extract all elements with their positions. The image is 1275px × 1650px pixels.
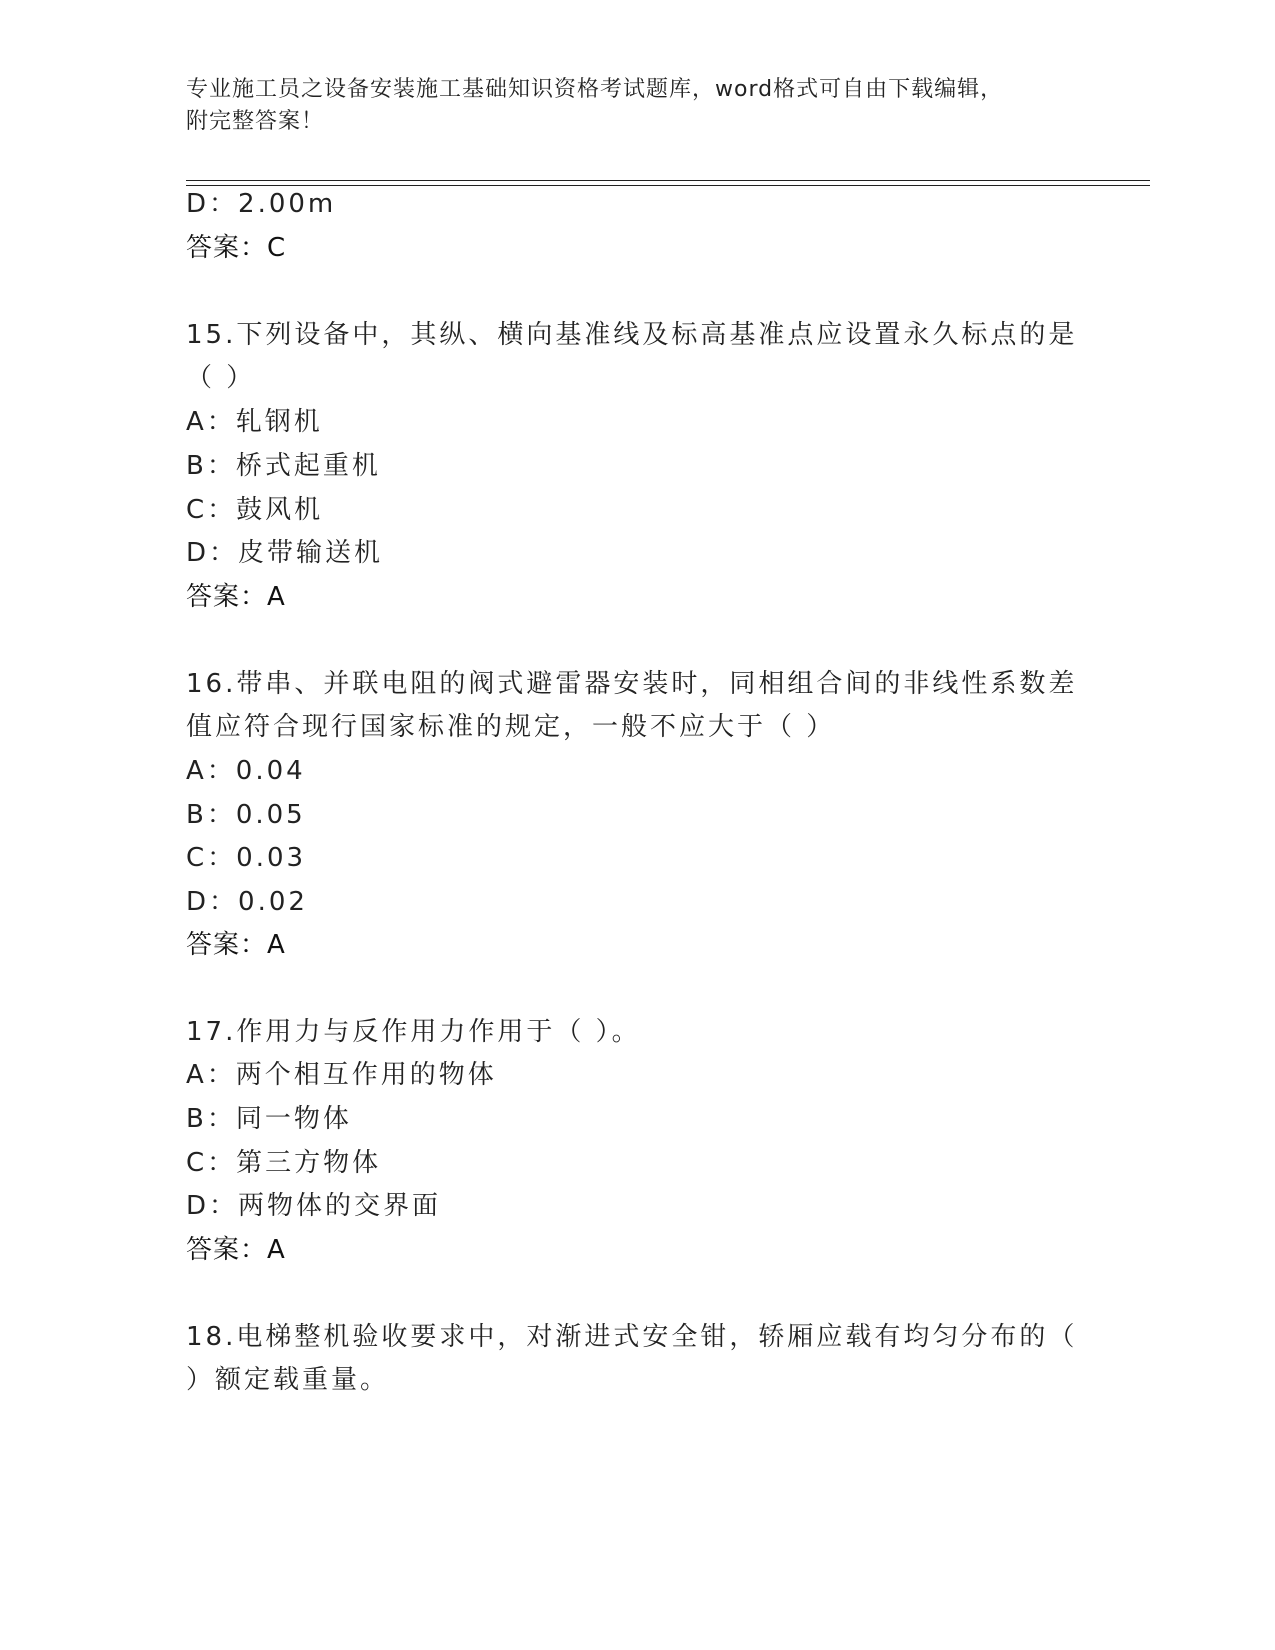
q15-answer: 答案：A xyxy=(186,582,286,612)
q16-option-c: C：0.03 xyxy=(186,843,307,873)
q15-option-d: D：皮带输送机 xyxy=(186,538,384,568)
prev-option-d: D：2.00m xyxy=(186,189,337,219)
header-divider-top xyxy=(186,180,1150,181)
q16-stem-line-2: 值应符合现行国家标准的规定，一般不应大于（ ） xyxy=(186,712,836,742)
prev-answer: 答案：C xyxy=(186,233,287,263)
q17-stem-line-1: 17.作用力与反作用力作用于（ ）。 xyxy=(186,1017,641,1047)
q17-option-b: B：同一物体 xyxy=(186,1104,352,1134)
q17-answer: 答案：A xyxy=(186,1235,286,1265)
header-line-1: 专业施工员之设备安装施工基础知识资格考试题库，word格式可自由下载编辑， xyxy=(186,77,1004,102)
header-divider-bottom xyxy=(186,185,1150,186)
q15-stem-line-1: 15.下列设备中，其纵、横向基准线及标高基准点应设置永久标点的是 xyxy=(186,320,1078,350)
q18-stem-line-1: 18.电梯整机验收要求中，对渐进式安全钳，轿厢应载有均匀分布的（ xyxy=(186,1322,1078,1352)
header-line-2: 附完整答案！ xyxy=(186,109,325,134)
q17-option-d: D：两物体的交界面 xyxy=(186,1191,442,1221)
q17-option-a: A：两个相互作用的物体 xyxy=(186,1060,497,1090)
q15-stem-line-2: （ ） xyxy=(186,363,256,393)
q17-option-c: C：第三方物体 xyxy=(186,1148,382,1178)
q15-option-c: C：鼓风机 xyxy=(186,495,324,525)
document-header xyxy=(186,74,1086,138)
q15-option-a: A：轧钢机 xyxy=(186,407,323,437)
q16-stem-line-1: 16.带串、并联电阻的阀式避雷器安装时，同相组合间的非线性系数差 xyxy=(186,669,1078,699)
q18-stem-line-2: ）额定载重量。 xyxy=(186,1365,390,1395)
q16-option-a: A：0.04 xyxy=(186,756,306,786)
q16-option-d: D：0.02 xyxy=(186,887,308,917)
q16-answer: 答案：A xyxy=(186,930,286,960)
q15-option-b: B：桥式起重机 xyxy=(186,451,381,481)
q16-option-b: B：0.05 xyxy=(186,800,306,830)
